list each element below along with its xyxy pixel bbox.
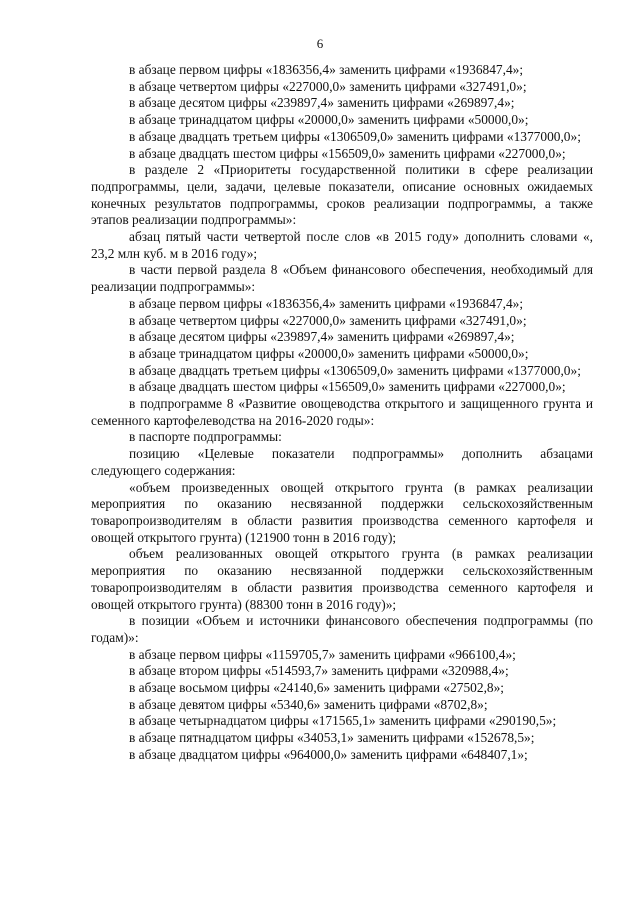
paragraph: в абзаце десятом цифры «239897,4» заменить цифрами «269897,4»; bbox=[129, 95, 515, 111]
paragraph: в разделе 2 «Приоритеты государственной политики в сфере реализации подпрограммы, цели, задачи, целевые показатели, описание основных ожидаемых конечных результатов подпрограммы, сроков реализации подпрограммы, а также этапов реализации подпрограммы»: bbox=[91, 162, 593, 228]
paragraph: в абзаце первом цифры «1836356,4» заменить цифрами «1936847,4»; bbox=[129, 62, 524, 77]
paragraph: в абзаце втором цифры «514593,7» заменить цифрами «320988,4»; bbox=[129, 663, 509, 679]
paragraph: в абзаце двадцать третьем цифры «1306509,0» заменить цифрами «1377000,0»; bbox=[129, 362, 581, 378]
paragraph: в абзаце десятом цифры «239897,4» заменить цифрами «269897,4»; bbox=[129, 329, 515, 345]
paragraph: в части первой раздела 8 «Объем финансового обеспечения, необходимый для реализации подпрограммы»: bbox=[91, 262, 593, 295]
paragraph: в абзаце четвертом цифры «227000,0» заменить цифрами «327491,0»; bbox=[129, 78, 527, 94]
paragraph: в абзаце двадцать шестом цифры «156509,0» заменить цифрами «227000,0»; bbox=[129, 379, 566, 395]
paragraph: в абзаце тринадцатом цифры «20000,0» заменить цифрами «50000,0»; bbox=[129, 112, 529, 128]
paragraph: в абзаце двадцать шестом цифры «156509,0» заменить цифрами «227000,0»; bbox=[129, 145, 566, 161]
paragraph: в абзаце пятнадцатом цифры «34053,1» заменить цифрами «152678,5»; bbox=[129, 730, 535, 746]
paragraph: в абзаце двадцать третьем цифры «1306509,0» заменить цифрами «1377000,0»; bbox=[129, 128, 581, 144]
paragraph: в абзаце тринадцатом цифры «20000,0» заменить цифрами «50000,0»; bbox=[129, 345, 529, 361]
paragraph: позицию «Целевые показатели подпрограммы» дополнить абзацами следующего содержания: bbox=[91, 446, 593, 478]
page-number: 6 bbox=[316, 36, 324, 51]
paragraph: в абзаце двадцатом цифры «964000,0» заменить цифрами «648407,1»; bbox=[129, 746, 528, 762]
paragraph: в абзаце первом цифры «1836356,4» заменить цифрами «1936847,4»; bbox=[129, 295, 524, 311]
paragraph: абзац пятый части четвертой после слов «в 2015 году» дополнить словами «, 23,2 млн куб. м в 2016 году»; bbox=[91, 229, 593, 261]
paragraph: в паспорте подпрограммы: bbox=[129, 429, 282, 445]
paragraph: в позиции «Объем и источники финансового обеспечения подпрограммы (по годам)»: bbox=[91, 613, 593, 645]
paragraph: в абзаце девятом цифры «5340,6» заменить цифрами «8702,8»; bbox=[129, 696, 488, 712]
paragraph: объем реализованных овощей открытого грунта (в рамках реализации мероприятия по оказанию несвязанной поддержки сельскохозяйственным товаропроизводителям в области развития производства семенного картофеля и овощей открытого грунта) (88300 тонн в 2016 году)»; bbox=[91, 546, 593, 612]
document-body bbox=[91, 62, 593, 764]
paragraph: в абзаце восьмом цифры «24140,6» заменить цифрами «27502,8»; bbox=[129, 680, 505, 696]
paragraph: в абзаце первом цифры «1159705,7» заменить цифрами «966100,4»; bbox=[129, 646, 516, 662]
paragraph: в абзаце четвертом цифры «227000,0» заменить цифрами «327491,0»; bbox=[129, 312, 527, 328]
paragraph: в подпрограмме 8 «Развитие овощеводства открытого и защищенного грунта и семенного картофелеводства на 2016-2020 годы»: bbox=[91, 396, 593, 428]
paragraph: «объем произведенных овощей открытого грунта (в рамках реализации мероприятия по оказанию несвязанной поддержки сельскохозяйственным товаропроизводителям в области развития производства семенного картофеля и овощей открытого грунта) (121900 тонн в 2016 году); bbox=[91, 479, 593, 545]
paragraph: в абзаце четырнадцатом цифры «171565,1» заменить цифрами «290190,5»; bbox=[129, 713, 557, 729]
